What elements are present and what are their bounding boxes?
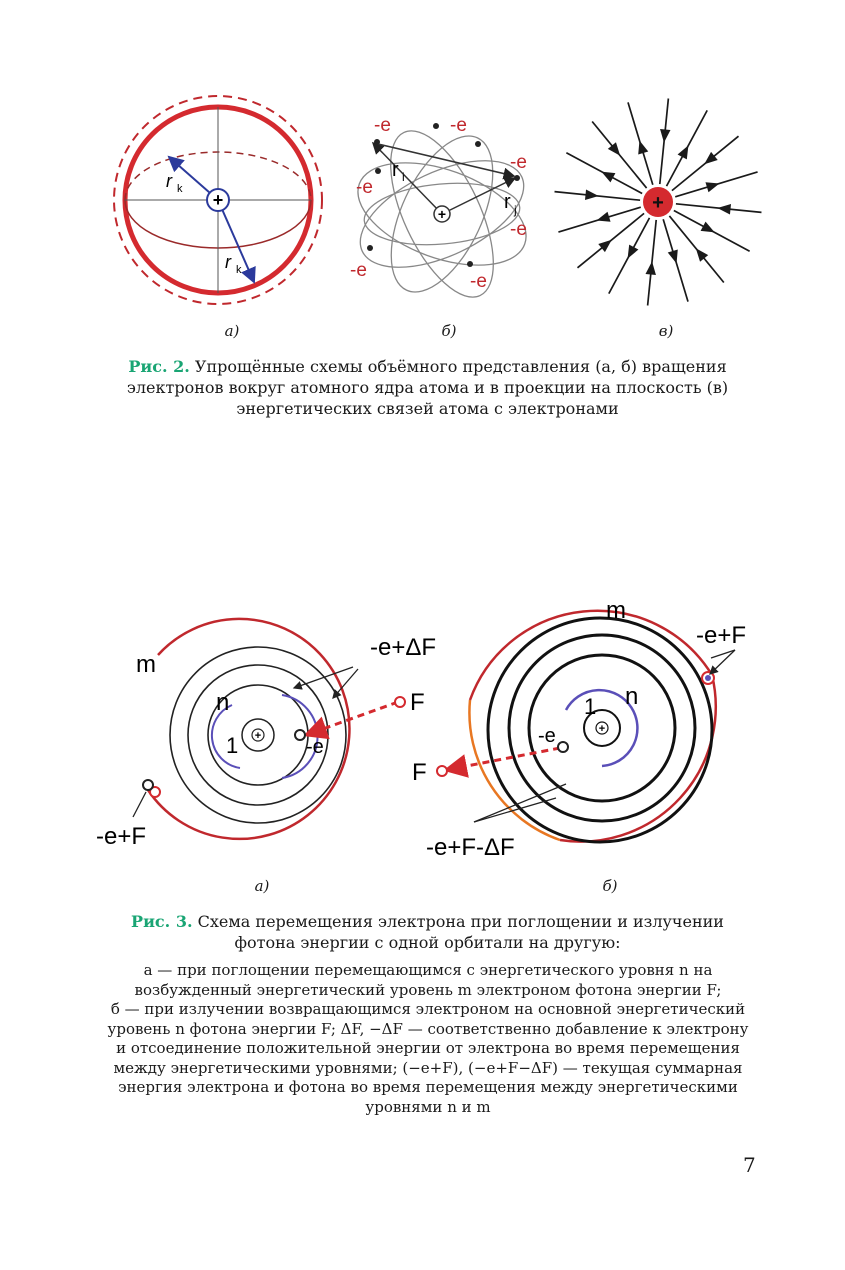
fig2b-electron-2: -e (450, 115, 467, 136)
fig3a-label-n: n (216, 689, 230, 716)
fig3a-label-dF: -e+ΔF (370, 634, 437, 661)
fig3a-label-m: m (136, 651, 156, 678)
field-arrow (586, 191, 596, 199)
fig2b-electron-5: -e (510, 219, 527, 240)
desc-line: уровень n фотона энергии F; ΔF, −ΔF — соответственно добавление к электрону (107, 1019, 749, 1038)
fig2a-nucleus: + (212, 190, 224, 210)
fig2-panel-a (114, 96, 322, 304)
field-arrow (599, 213, 610, 221)
fig3-sublabel-b: б) (602, 877, 618, 895)
fig2b-electron-7: -e (470, 271, 487, 292)
desc-line: уровнями n и m (365, 1097, 491, 1116)
field-arrow (720, 205, 730, 213)
fig2b-electron-6: -e (350, 260, 367, 281)
svg-text:+: + (437, 206, 447, 222)
fig2b-electron-4: -e (356, 177, 373, 198)
svg-text:r: r (504, 191, 511, 213)
field-arrow (629, 246, 637, 257)
desc-line: б — при излучении возвращающимся электроном на основной энергетический (110, 1000, 746, 1018)
fig3-sublabel-a: а) (254, 877, 270, 895)
svg-text:+: + (254, 730, 262, 742)
svg-text:r: r (392, 159, 399, 181)
field-arrow (661, 130, 669, 140)
fig3-description (88, 961, 768, 1117)
svg-text:j: j (514, 203, 517, 217)
field-arrow (707, 183, 718, 191)
field-arrow (603, 173, 614, 181)
fig2-panel-b (344, 115, 539, 312)
fig3b-label-e: -e (538, 725, 556, 747)
fig2b-electron-1: -e (374, 115, 391, 136)
fig3a-label-e: -e (306, 736, 324, 758)
fig2-sublabel-a: а) (224, 322, 240, 340)
fig3a-label-eF: -e+F (96, 823, 147, 850)
fig2-caption: Рис. 2. Упрощённые схемы объёмного представления (а, б) вращения электронов вокруг атомного ядра атома и в проекции на плоскость (в) энергетических связей атома с электронами (126, 357, 729, 418)
field-arrow (679, 147, 687, 158)
svg-text:k: k (236, 264, 242, 276)
svg-text:1: 1 (226, 733, 239, 758)
svg-text:k: k (177, 183, 183, 195)
fig2-sublabel-c: в) (658, 322, 674, 340)
field-arrow (639, 143, 647, 154)
fig2a-rk-label-2: r (225, 252, 231, 272)
fig2-sublabel-b: б) (441, 322, 457, 340)
desc-line: а — при поглощении перемещающимся с энергетического уровня n на (143, 961, 713, 979)
fig3b-label-F: F (412, 759, 427, 786)
desc-line: энергия электрона и фотона во время перемещения между энергетическими (118, 1078, 738, 1096)
fig3-panel-b (412, 597, 746, 861)
fig3-caption: Рис. 3. Схема перемещения электрона при поглощении и излучении фотона энергии с одной орбитали на другую: (131, 912, 724, 952)
fig3b-label-eFd: -e+F-ΔF (426, 834, 515, 861)
fig3b-label-n: n (625, 683, 639, 710)
desc-line: и отсоединение положительной энергии от электрона во время перемещения (116, 1039, 740, 1057)
field-arrow (702, 223, 713, 231)
desc-line: возбужденный энергетический уровень m электроном фотона энергии F; (134, 980, 722, 999)
fig2b-electron-3: -e (510, 152, 527, 173)
svg-text:+: + (598, 723, 606, 735)
fig3-panel-a (96, 619, 436, 850)
fig2-panel-c (555, 99, 762, 306)
page-number: 7 (743, 1153, 756, 1177)
fig3b-label-eF: -e+F (696, 622, 747, 649)
fig3a-label-F: F (410, 689, 425, 716)
fig2a-rk-label-1: r (166, 171, 172, 191)
svg-text:1: 1 (584, 694, 597, 719)
fig3b-label-m: m (606, 597, 626, 624)
field-arrow (647, 264, 655, 274)
svg-text:+: + (652, 192, 664, 214)
svg-text:i: i (402, 170, 405, 184)
figure-3 (0, 590, 845, 870)
desc-line: между энергетическими уровнями; (−e+F), (−e+F−ΔF) — текущая суммарная (113, 1058, 743, 1077)
figure-2 (0, 0, 845, 330)
field-arrow (669, 251, 677, 262)
